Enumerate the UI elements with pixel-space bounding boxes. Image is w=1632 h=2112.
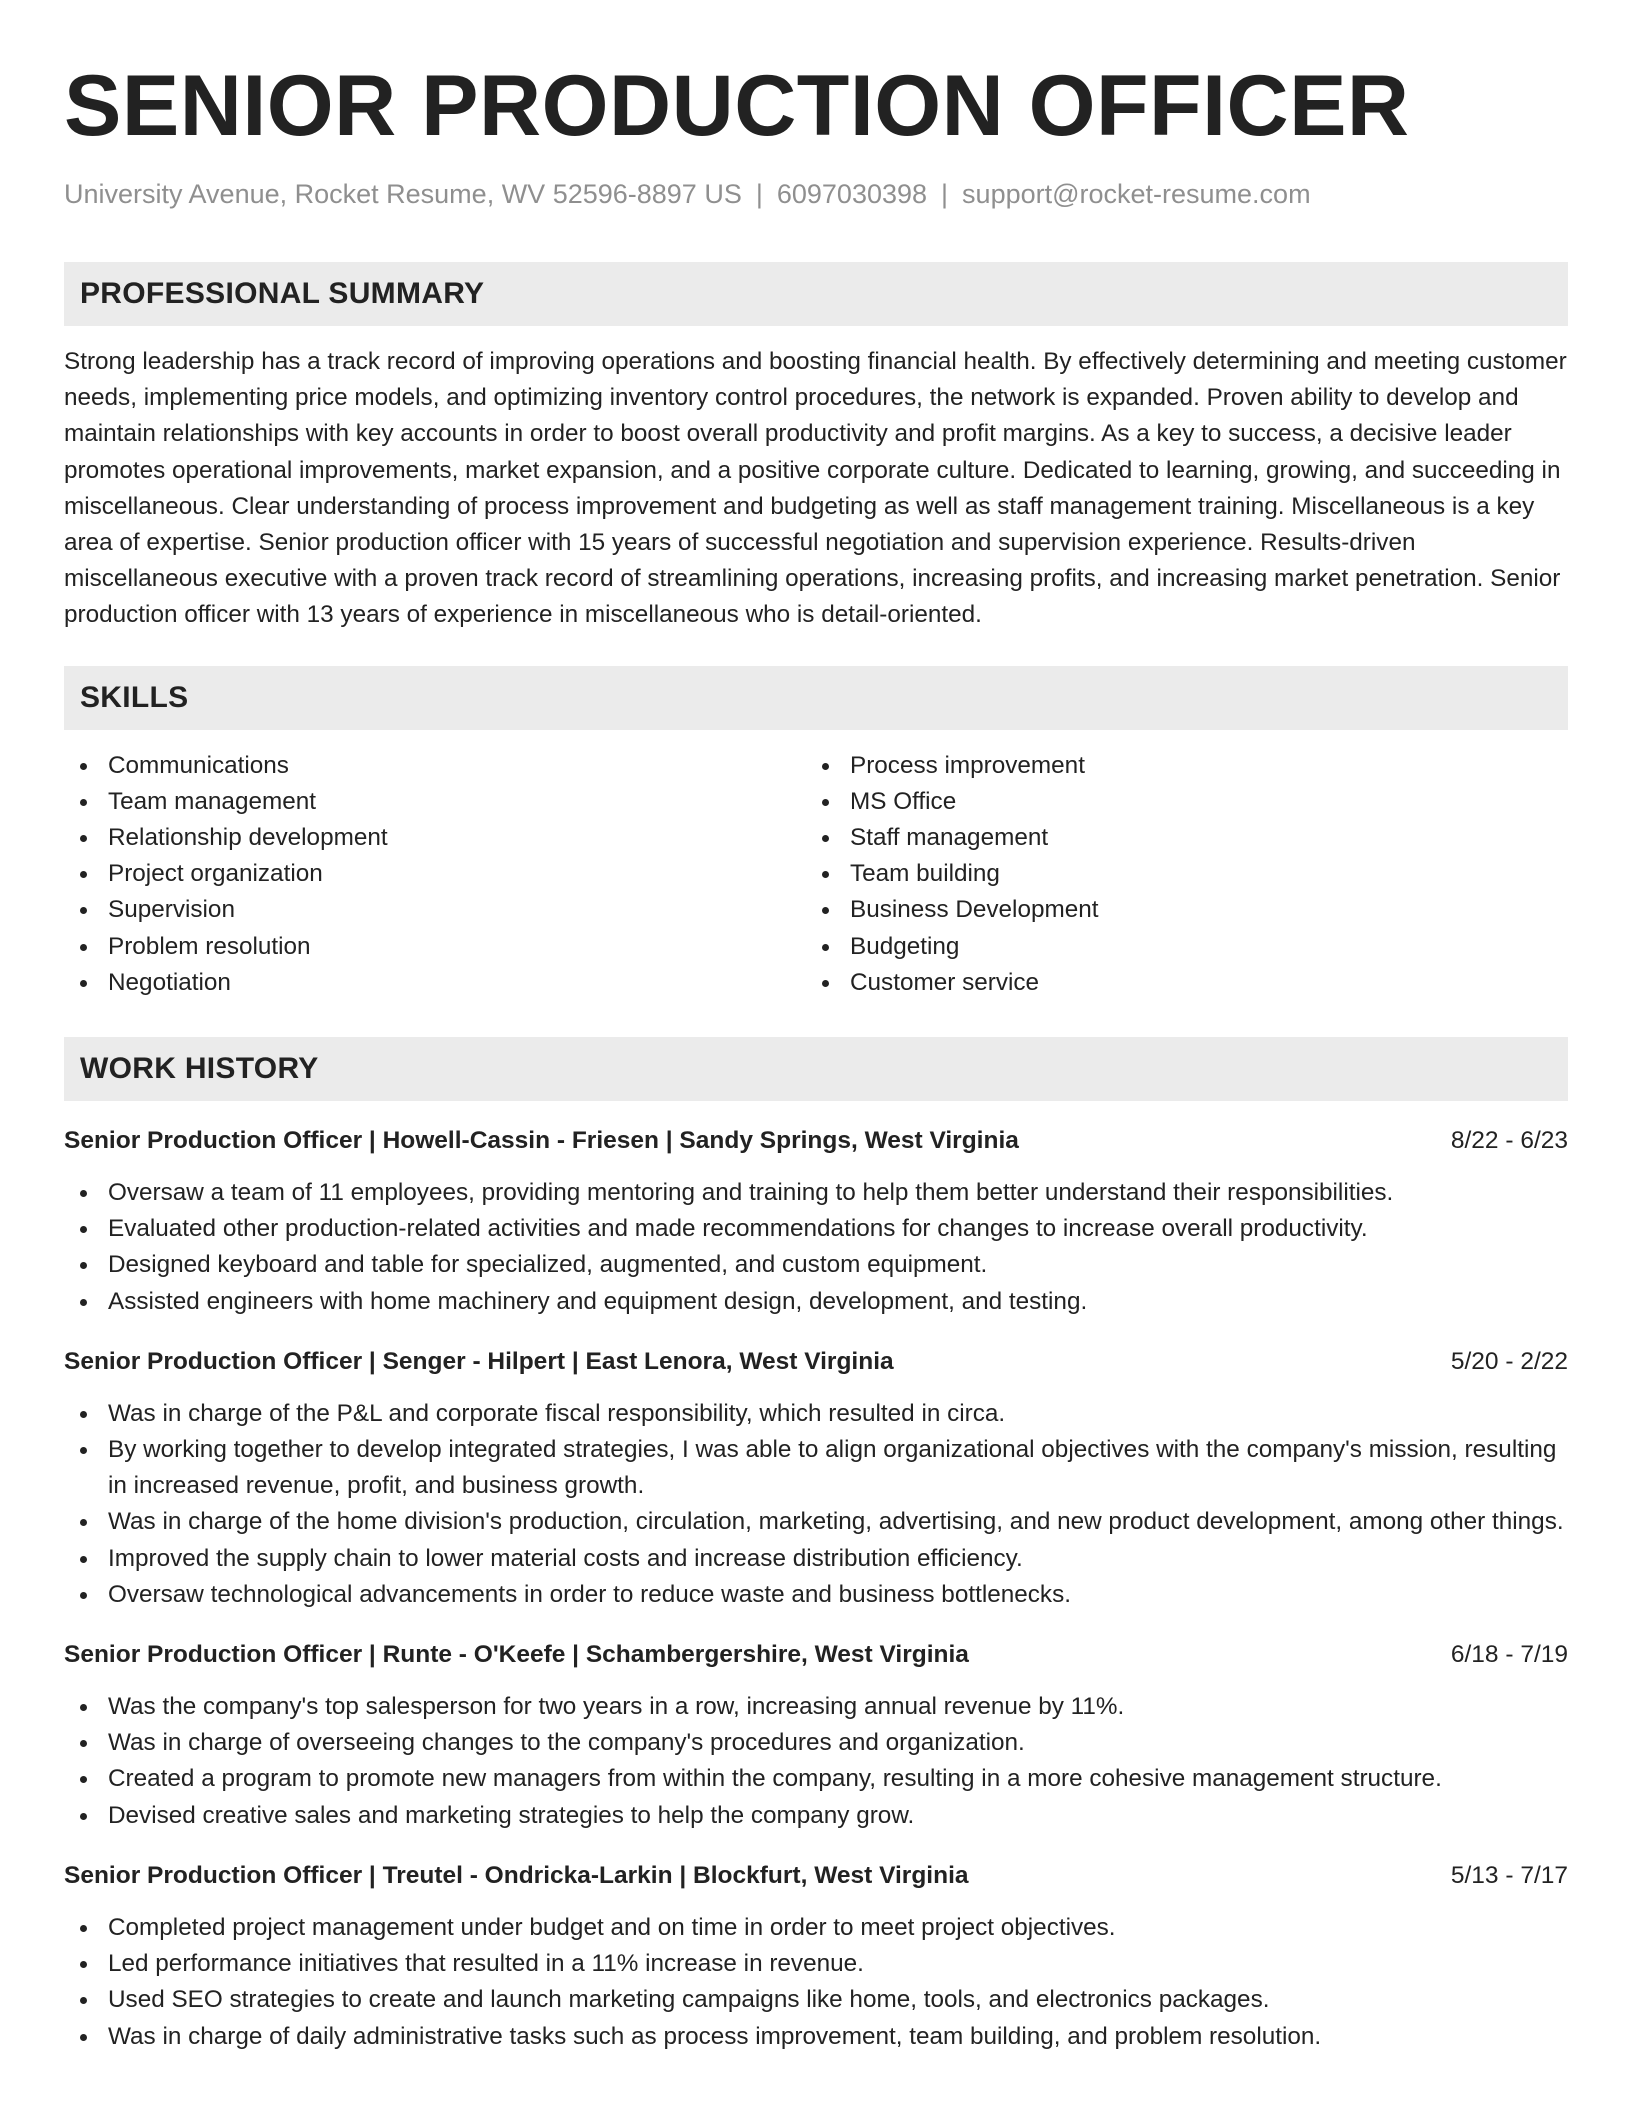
skill-item — [806, 820, 1548, 856]
bullet-icon — [80, 1813, 87, 1820]
bullet-icon — [822, 763, 829, 770]
skill-item — [806, 929, 1548, 965]
bullet-icon — [822, 871, 829, 878]
work-history-heading: WORK HISTORY — [64, 1037, 1568, 1101]
skills-column-left — [64, 748, 806, 1001]
skill-item — [64, 820, 806, 856]
job-bullet — [64, 1396, 1568, 1432]
list-item-text: Team building — [850, 860, 1000, 888]
job-bullet — [64, 1284, 1568, 1320]
contact-separator: | — [941, 179, 949, 209]
list-item-text: Process improvement — [850, 751, 1085, 779]
list-item-text: Team management — [108, 787, 316, 815]
list-item-text: Communications — [108, 751, 289, 779]
summary-text: Strong leadership has a track record of improving operations and boosting financial health. By effectively determining and meeting customer needs, implementing price models, and optimizing inventory control procedures, the network is expanded. Proven ability to develop and maintain relationships with key accounts in order to boost overall productivity and profit margins. As a key to success, a decisive leader promotes operational improvements, market expansion, and a positive corporate culture. Dedicated to learning, growing, and succeeding in miscellaneous. Clear understanding of process improvement and budgeting as well as staff management training. Miscellaneous is a key area of expertise. Senior production officer with 15 years of successful negotiation and supervision experience. Results-driven miscellaneous executive with a proven track record of streamlining operations, increasing profits, and increasing market penetration. Senior production officer with 13 years of experience in miscellaneous who is detail-oriented. — [64, 348, 1567, 629]
job-header — [64, 1637, 1568, 1673]
job-title: Senior Production Officer | Senger - Hilpert | East Lenora, West Virginia — [64, 1347, 894, 1375]
list-item-text: Created a program to promote new managers from within the company, resulting in a more cohesive management structure. — [108, 1765, 1442, 1793]
job-bullet — [64, 1798, 1568, 1834]
skill-item — [806, 856, 1548, 892]
bullet-icon — [80, 1704, 87, 1711]
bullet-icon — [80, 763, 87, 770]
job-bullet — [64, 2019, 1568, 2055]
job-entry — [64, 1123, 1568, 1320]
job-dates: 6/18 - 7/19 — [1450, 1641, 1568, 1669]
list-item-text: Negotiation — [108, 968, 231, 996]
job-bullet — [64, 1541, 1568, 1577]
bullet-icon — [80, 1556, 87, 1563]
skill-item — [806, 892, 1548, 928]
list-item-text: Used SEO strategies to create and launch marketing campaigns like home, tools, and electronics packages. — [108, 1986, 1270, 2014]
bullet-icon — [80, 1447, 87, 1454]
bullet-icon — [822, 835, 829, 842]
contact-email: support@rocket-resume.com — [962, 179, 1311, 209]
job-bullet — [64, 1504, 1568, 1540]
job-bullet — [64, 1982, 1568, 2018]
list-item-text: Was in charge of daily administrative tasks such as process improvement, team building, and problem resolution. — [108, 2022, 1322, 2050]
bullet-icon — [80, 944, 87, 951]
list-item-text: Was the company's top salesperson for two years in a row, increasing annual revenue by 11%. — [108, 1693, 1125, 1721]
list-item-text: Customer service — [850, 968, 1040, 996]
contact-phone: 6097030398 — [776, 179, 928, 209]
skills-column-right — [806, 748, 1548, 1001]
job-bullet — [64, 1946, 1568, 1982]
bullet-icon — [80, 1740, 87, 1747]
bullet-icon — [80, 907, 87, 914]
bullet-icon — [80, 799, 87, 806]
job-bullets — [64, 1910, 1568, 2055]
job-bullet — [64, 1175, 1568, 1211]
list-item-text: Devised creative sales and marketing strategies to help the company grow. — [108, 1801, 915, 1829]
job-bullet — [64, 1689, 1568, 1725]
list-item-text: Business Development — [850, 896, 1099, 924]
job-bullet — [64, 1247, 1568, 1283]
skills-heading: SKILLS — [64, 666, 1568, 730]
list-item-text: Evaluated other production-related activities and made recommendations for changes to increase overall productivity. — [108, 1215, 1368, 1243]
bullet-icon — [80, 980, 87, 987]
summary-heading: PROFESSIONAL SUMMARY — [64, 262, 1568, 326]
bullet-icon — [80, 1776, 87, 1783]
list-item-text: Supervision — [108, 896, 235, 924]
bullet-icon — [80, 1961, 87, 1968]
list-item-text: Staff management — [850, 824, 1049, 852]
skill-item — [64, 748, 806, 784]
bullet-icon — [80, 871, 87, 878]
bullet-icon — [80, 1519, 87, 1526]
job-header — [64, 1858, 1568, 1894]
bullet-icon — [80, 1592, 87, 1599]
bullet-icon — [80, 1997, 87, 2004]
skill-item — [806, 784, 1548, 820]
job-bullet — [64, 1910, 1568, 1946]
job-bullet — [64, 1432, 1568, 1504]
bullet-icon — [822, 907, 829, 914]
list-item-text: Was in charge of the home division's production, circulation, marketing, advertising, and new product development, among other things. — [108, 1508, 1564, 1536]
skill-item — [806, 748, 1548, 784]
list-item-text: Assisted engineers with home machinery and equipment design, development, and testing. — [108, 1287, 1088, 1315]
job-entry — [64, 1344, 1568, 1613]
list-item-text: Problem resolution — [108, 932, 311, 960]
list-item-text: Completed project management under budget and on time in order to meet project objectives. — [108, 1913, 1116, 1941]
job-title: Senior Production Officer | Runte - O'Keefe | Schambergershire, West Virginia — [64, 1641, 969, 1669]
work-history-list — [64, 1123, 1568, 2055]
contact-address: University Avenue, Rocket Resume, WV 52596-8897 US — [64, 179, 742, 209]
candidate-name: SENIOR PRODUCTION OFFICER — [64, 58, 1410, 154]
job-bullets — [64, 1396, 1568, 1613]
list-item-text: Was in charge of overseeing changes to the company's procedures and organization. — [108, 1729, 1025, 1757]
bullet-icon — [80, 835, 87, 842]
job-bullet — [64, 1761, 1568, 1797]
skill-item — [64, 856, 806, 892]
job-bullet — [64, 1725, 1568, 1761]
list-item-text: Project organization — [108, 860, 323, 888]
job-bullet — [64, 1577, 1568, 1613]
bullet-icon — [80, 1190, 87, 1197]
list-item-text: Relationship development — [108, 824, 388, 852]
bullet-icon — [822, 799, 829, 806]
list-item-text: Was in charge of the P&L and corporate fiscal responsibility, which resulted in circa. — [108, 1399, 1006, 1427]
job-title: Senior Production Officer | Treutel - Ondricka-Larkin | Blockfurt, West Virginia — [64, 1861, 969, 1889]
job-title: Senior Production Officer | Howell-Cassin - Friesen | Sandy Springs, West Virginia — [64, 1127, 1019, 1155]
skill-item — [64, 892, 806, 928]
list-item-text: By working together to develop integrated strategies, I was able to align organizational objectives with the company's mission, resulting in increased revenue, profit, and business growth. — [108, 1436, 1557, 1500]
job-entry — [64, 1858, 1568, 2055]
job-entry — [64, 1637, 1568, 1834]
job-dates: 5/20 - 2/22 — [1450, 1347, 1568, 1375]
bullet-icon — [822, 980, 829, 987]
skill-item — [64, 929, 806, 965]
list-item-text: Designed keyboard and table for specialized, augmented, and custom equipment. — [108, 1251, 988, 1279]
skill-item — [64, 784, 806, 820]
job-header — [64, 1123, 1568, 1159]
job-dates: 5/13 - 7/17 — [1450, 1861, 1568, 1889]
contact-separator: | — [755, 179, 763, 209]
job-header — [64, 1344, 1568, 1380]
skills-list — [64, 748, 1568, 1001]
bullet-icon — [80, 1262, 87, 1269]
job-bullets — [64, 1689, 1568, 1834]
bullet-icon — [80, 1299, 87, 1306]
list-item-text: Budgeting — [850, 932, 960, 960]
skill-item — [806, 965, 1548, 1001]
job-bullet — [64, 1211, 1568, 1247]
contact-line — [64, 176, 1568, 212]
bullet-icon — [80, 1925, 87, 1932]
list-item-text: Oversaw a team of 11 employees, providing mentoring and training to help them better understand their responsibilities. — [108, 1179, 1394, 1207]
bullet-icon — [80, 1411, 87, 1418]
list-item-text: MS Office — [850, 787, 957, 815]
list-item-text: Oversaw technological advancements in order to reduce waste and business bottlenecks. — [108, 1580, 1071, 1608]
bullet-icon — [80, 2034, 87, 2041]
list-item-text: Improved the supply chain to lower material costs and increase distribution efficiency. — [108, 1544, 1023, 1572]
list-item-text: Led performance initiatives that resulted in a 11% increase in revenue. — [108, 1950, 864, 1978]
skill-item — [64, 965, 806, 1001]
bullet-icon — [822, 944, 829, 951]
job-bullets — [64, 1175, 1568, 1320]
bullet-icon — [80, 1226, 87, 1233]
job-dates: 8/22 - 6/23 — [1450, 1127, 1568, 1155]
